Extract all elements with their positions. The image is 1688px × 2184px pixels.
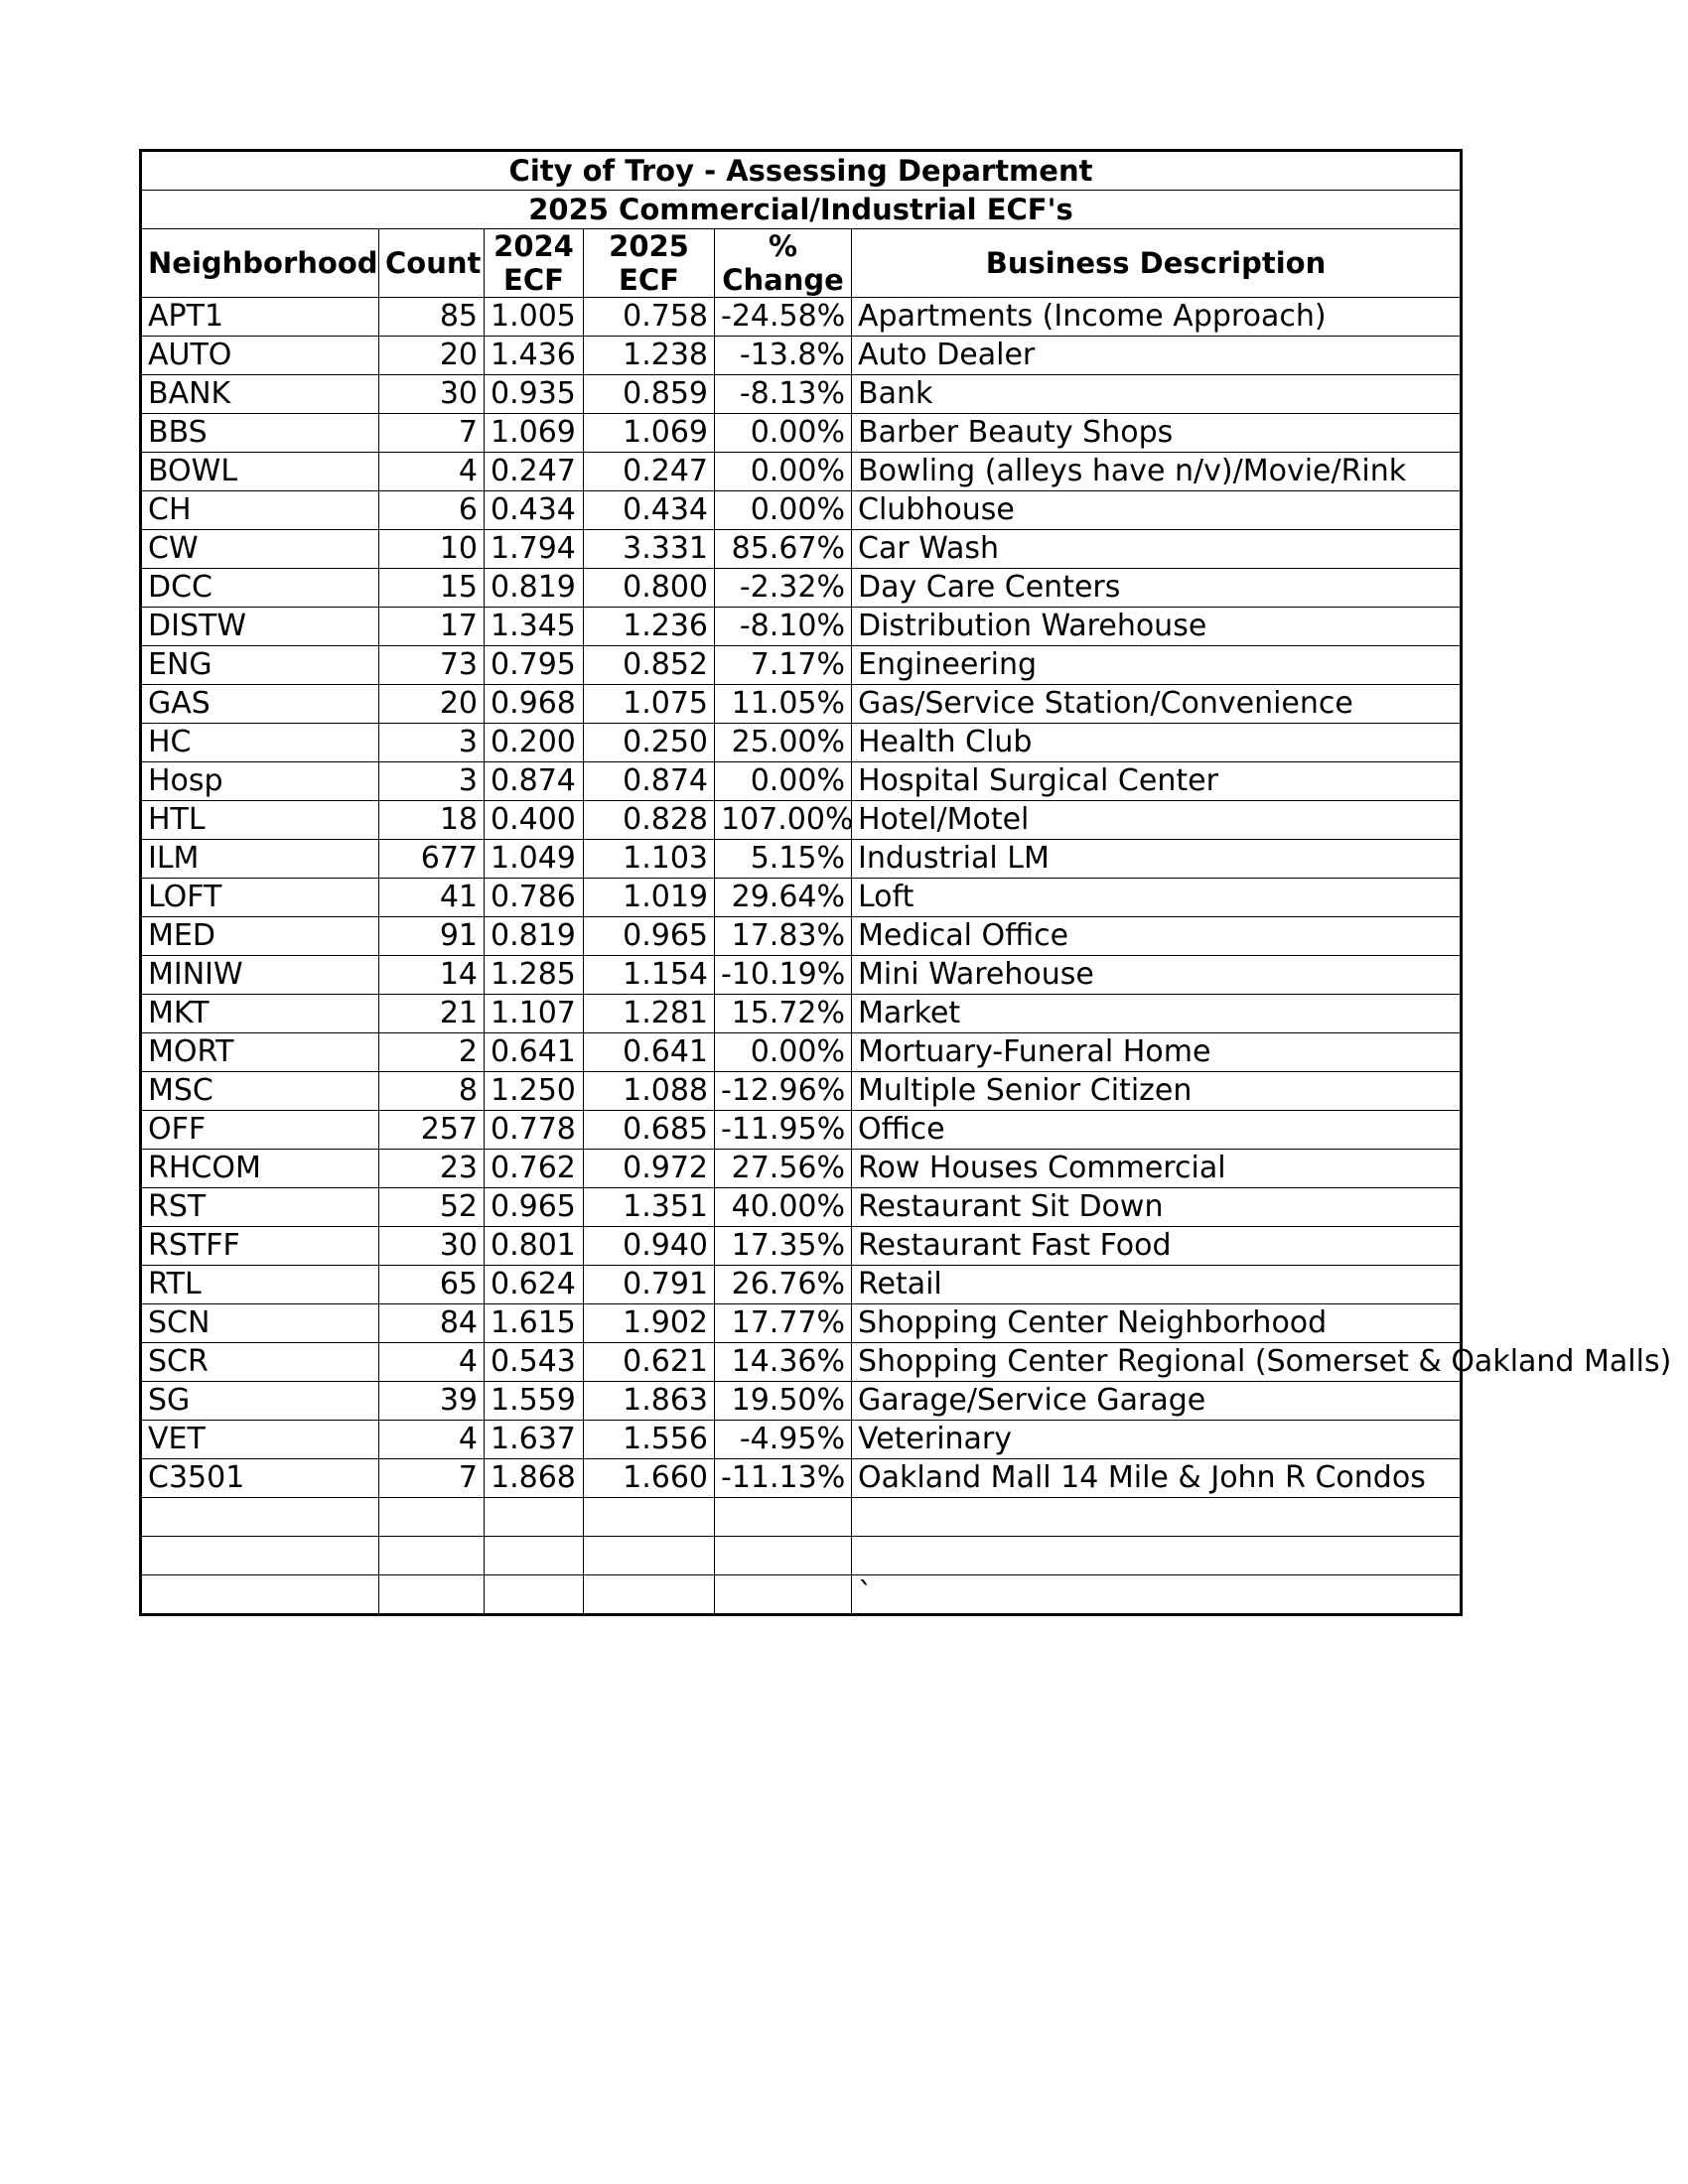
- ecf-2025-cell: 0.965: [584, 917, 715, 956]
- header-neighborhood: Neighborhood: [141, 229, 379, 298]
- ecf-2025-cell: 1.556: [584, 1421, 715, 1459]
- percent-change-cell: 0.00%: [715, 1033, 852, 1072]
- count-cell: 85: [379, 298, 485, 337]
- count-cell: 20: [379, 337, 485, 375]
- count-cell: 41: [379, 879, 485, 917]
- ecf-2024-cell: 1.049: [485, 840, 584, 879]
- header-ecf-2024: [485, 229, 584, 298]
- neighborhood-cell: CW: [141, 530, 379, 569]
- table-row: [141, 1575, 1462, 1615]
- table-row: [141, 1188, 1462, 1227]
- percent-change-cell: 15.72%: [715, 995, 852, 1033]
- ecf-2024-cell: [485, 1575, 584, 1615]
- percent-change-cell: -4.95%: [715, 1421, 852, 1459]
- ecf-2025-cell: 1.660: [584, 1459, 715, 1498]
- header-count: Count: [379, 229, 485, 298]
- business-description-cell: [852, 1498, 1462, 1537]
- ecf-2024-cell: 0.778: [485, 1111, 584, 1150]
- neighborhood-cell: LOFT: [141, 879, 379, 917]
- table-row: [141, 608, 1462, 646]
- business-description-cell: Health Club: [852, 724, 1462, 762]
- business-description-cell: Multiple Senior Citizen: [852, 1072, 1462, 1111]
- neighborhood-cell: Hosp: [141, 762, 379, 801]
- business-description-cell: Market: [852, 995, 1462, 1033]
- ecf-2024-cell: 1.005: [485, 298, 584, 337]
- neighborhood-cell: ILM: [141, 840, 379, 879]
- ecf-2024-cell: [485, 1537, 584, 1575]
- table-row: [141, 724, 1462, 762]
- ecf-2025-cell: 1.088: [584, 1072, 715, 1111]
- business-description-cell: Medical Office: [852, 917, 1462, 956]
- table-row: [141, 762, 1462, 801]
- neighborhood-cell: RSTFF: [141, 1227, 379, 1266]
- ecf-2025-cell: 1.019: [584, 879, 715, 917]
- percent-change-cell: [715, 1575, 852, 1615]
- ecf-2024-cell: 1.794: [485, 530, 584, 569]
- percent-change-cell: -2.32%: [715, 569, 852, 608]
- business-description-cell: Bank: [852, 375, 1462, 414]
- count-cell: 73: [379, 646, 485, 685]
- header-ecf-2025-year: 2025: [609, 229, 689, 263]
- header-ecf-2025-label: ECF: [619, 263, 679, 297]
- ecf-2024-cell: 0.968: [485, 685, 584, 724]
- ecf-2025-cell: 1.075: [584, 685, 715, 724]
- business-description-cell: Clubhouse: [852, 491, 1462, 530]
- header-ecf-2024-label: ECF: [503, 263, 564, 297]
- percent-change-cell: -10.19%: [715, 956, 852, 995]
- business-description-cell: Car Wash: [852, 530, 1462, 569]
- header-ecf-2024-year: 2024: [493, 229, 574, 263]
- business-description-cell: Mortuary-Funeral Home: [852, 1033, 1462, 1072]
- ecf-2024-cell: 0.801: [485, 1227, 584, 1266]
- table-row: [141, 1382, 1462, 1421]
- percent-change-cell: 14.36%: [715, 1343, 852, 1382]
- business-description-cell: Apartments (Income Approach): [852, 298, 1462, 337]
- ecf-2024-cell: 1.107: [485, 995, 584, 1033]
- ecf-2024-cell: 0.400: [485, 801, 584, 840]
- table-row: [141, 1227, 1462, 1266]
- count-cell: [379, 1537, 485, 1575]
- percent-change-cell: 40.00%: [715, 1188, 852, 1227]
- percent-change-cell: 0.00%: [715, 762, 852, 801]
- count-cell: 65: [379, 1266, 485, 1304]
- ecf-2024-cell: 0.935: [485, 375, 584, 414]
- table-row: [141, 956, 1462, 995]
- percent-change-cell: 17.77%: [715, 1304, 852, 1343]
- ecf-table: [139, 149, 1672, 1616]
- ecf-2024-cell: 0.247: [485, 453, 584, 491]
- neighborhood-cell: RTL: [141, 1266, 379, 1304]
- count-cell: 18: [379, 801, 485, 840]
- neighborhood-cell: MED: [141, 917, 379, 956]
- ecf-2025-cell: 0.641: [584, 1033, 715, 1072]
- percent-change-cell: 0.00%: [715, 491, 852, 530]
- ecf-2024-cell: 0.786: [485, 879, 584, 917]
- neighborhood-cell: BOWL: [141, 453, 379, 491]
- header-row: [141, 229, 1462, 298]
- ecf-2025-cell: 0.940: [584, 1227, 715, 1266]
- ecf-2024-cell: 0.795: [485, 646, 584, 685]
- count-cell: 21: [379, 995, 485, 1033]
- table-row: [141, 685, 1462, 724]
- business-description-cell: [852, 1537, 1462, 1575]
- count-cell: 39: [379, 1382, 485, 1421]
- percent-change-cell: 29.64%: [715, 879, 852, 917]
- neighborhood-cell: VET: [141, 1421, 379, 1459]
- ecf-2025-cell: 0.874: [584, 762, 715, 801]
- business-description-cell: Hotel/Motel: [852, 801, 1462, 840]
- ecf-2024-cell: 0.624: [485, 1266, 584, 1304]
- ecf-2025-cell: 1.236: [584, 608, 715, 646]
- ecf-2024-cell: 0.819: [485, 569, 584, 608]
- table-row: [141, 917, 1462, 956]
- ecf-2025-cell: 1.863: [584, 1382, 715, 1421]
- neighborhood-cell: MINIW: [141, 956, 379, 995]
- ecf-2025-cell: 1.103: [584, 840, 715, 879]
- business-description-cell: Retail: [852, 1266, 1462, 1304]
- table-row: [141, 1537, 1462, 1575]
- percent-change-cell: 5.15%: [715, 840, 852, 879]
- business-description-cell: Day Care Centers: [852, 569, 1462, 608]
- ecf-2025-cell: 3.331: [584, 530, 715, 569]
- business-description-cell: Restaurant Fast Food: [852, 1227, 1462, 1266]
- count-cell: [379, 1498, 485, 1537]
- header-ecf-2025: [584, 229, 715, 298]
- ecf-2024-cell: 0.762: [485, 1150, 584, 1188]
- ecf-2025-cell: 0.247: [584, 453, 715, 491]
- business-description-cell: Shopping Center Regional (Somerset & Oakland Malls): [852, 1343, 1462, 1382]
- neighborhood-cell: SCR: [141, 1343, 379, 1382]
- percent-change-cell: -8.10%: [715, 608, 852, 646]
- ecf-2025-cell: 0.852: [584, 646, 715, 685]
- count-cell: 7: [379, 1459, 485, 1498]
- ecf-2024-cell: 0.641: [485, 1033, 584, 1072]
- table-row: [141, 1266, 1462, 1304]
- business-description-cell: Bowling (alleys have n/v)/Movie/Rink: [852, 453, 1462, 491]
- percent-change-cell: -11.95%: [715, 1111, 852, 1150]
- neighborhood-cell: SCN: [141, 1304, 379, 1343]
- business-description-cell: Restaurant Sit Down: [852, 1188, 1462, 1227]
- percent-change-cell: 17.83%: [715, 917, 852, 956]
- count-cell: 10: [379, 530, 485, 569]
- table-row: [141, 1498, 1462, 1537]
- neighborhood-cell: [141, 1537, 379, 1575]
- ecf-2024-cell: 1.868: [485, 1459, 584, 1498]
- count-cell: 257: [379, 1111, 485, 1150]
- ecf-2024-cell: 0.819: [485, 917, 584, 956]
- neighborhood-cell: APT1: [141, 298, 379, 337]
- neighborhood-cell: [141, 1498, 379, 1537]
- neighborhood-cell: MORT: [141, 1033, 379, 1072]
- ecf-2025-cell: 1.902: [584, 1304, 715, 1343]
- percent-change-cell: 11.05%: [715, 685, 852, 724]
- table-row: [141, 530, 1462, 569]
- count-cell: 23: [379, 1150, 485, 1188]
- ecf-2025-cell: 1.069: [584, 414, 715, 453]
- count-cell: 17: [379, 608, 485, 646]
- ecf-2024-cell: [485, 1498, 584, 1537]
- ecf-2025-cell: 0.758: [584, 298, 715, 337]
- ecf-2025-cell: 0.859: [584, 375, 715, 414]
- percent-change-cell: 19.50%: [715, 1382, 852, 1421]
- count-cell: 3: [379, 762, 485, 801]
- business-description-cell: Shopping Center Neighborhood: [852, 1304, 1462, 1343]
- neighborhood-cell: [141, 1575, 379, 1615]
- neighborhood-cell: CH: [141, 491, 379, 530]
- percent-change-cell: 0.00%: [715, 414, 852, 453]
- percent-change-cell: 26.76%: [715, 1266, 852, 1304]
- neighborhood-cell: GAS: [141, 685, 379, 724]
- ecf-2024-cell: 1.069: [485, 414, 584, 453]
- ecf-2025-cell: [584, 1575, 715, 1615]
- ecf-2024-cell: 1.436: [485, 337, 584, 375]
- count-cell: 4: [379, 453, 485, 491]
- ecf-2025-cell: 0.828: [584, 801, 715, 840]
- ecf-2025-cell: 1.154: [584, 956, 715, 995]
- percent-change-cell: [715, 1537, 852, 1575]
- percent-change-cell: 25.00%: [715, 724, 852, 762]
- business-description-cell: Oakland Mall 14 Mile & John R Condos: [852, 1459, 1462, 1498]
- table-row: [141, 1033, 1462, 1072]
- percent-change-cell: 7.17%: [715, 646, 852, 685]
- ecf-2025-cell: 1.351: [584, 1188, 715, 1227]
- business-description-cell: Barber Beauty Shops: [852, 414, 1462, 453]
- count-cell: 4: [379, 1421, 485, 1459]
- count-cell: 52: [379, 1188, 485, 1227]
- table-row: [141, 337, 1462, 375]
- ecf-2025-cell: [584, 1537, 715, 1575]
- ecf-2025-cell: 0.434: [584, 491, 715, 530]
- ecf-2024-cell: 0.965: [485, 1188, 584, 1227]
- neighborhood-cell: MKT: [141, 995, 379, 1033]
- count-cell: 91: [379, 917, 485, 956]
- ecf-2024-cell: 1.250: [485, 1072, 584, 1111]
- percent-change-cell: -24.58%: [715, 298, 852, 337]
- count-cell: 7: [379, 414, 485, 453]
- neighborhood-cell: HC: [141, 724, 379, 762]
- neighborhood-cell: MSC: [141, 1072, 379, 1111]
- ecf-2024-cell: 0.874: [485, 762, 584, 801]
- header-percent-change: [715, 229, 852, 298]
- neighborhood-cell: BANK: [141, 375, 379, 414]
- table-subtitle: 2025 Commercial/Industrial ECF's: [141, 191, 1462, 229]
- neighborhood-cell: AUTO: [141, 337, 379, 375]
- percent-change-cell: 85.67%: [715, 530, 852, 569]
- ecf-2025-cell: 0.800: [584, 569, 715, 608]
- percent-change-cell: -12.96%: [715, 1072, 852, 1111]
- business-description-cell: Mini Warehouse: [852, 956, 1462, 995]
- table-row: [141, 375, 1462, 414]
- percent-change-cell: 27.56%: [715, 1150, 852, 1188]
- count-cell: 84: [379, 1304, 485, 1343]
- ecf-2024-cell: 1.615: [485, 1304, 584, 1343]
- business-description-cell: Hospital Surgical Center: [852, 762, 1462, 801]
- count-cell: 3: [379, 724, 485, 762]
- count-cell: 30: [379, 1227, 485, 1266]
- ecf-2024-cell: 1.285: [485, 956, 584, 995]
- ecf-2025-cell: 0.972: [584, 1150, 715, 1188]
- business-description-cell: Office: [852, 1111, 1462, 1150]
- neighborhood-cell: RHCOM: [141, 1150, 379, 1188]
- count-cell: 15: [379, 569, 485, 608]
- neighborhood-cell: OFF: [141, 1111, 379, 1150]
- business-description-cell: Distribution Warehouse: [852, 608, 1462, 646]
- ecf-2025-cell: [584, 1498, 715, 1537]
- table-row: [141, 1459, 1462, 1498]
- table-row: [141, 879, 1462, 917]
- table-row: [141, 646, 1462, 685]
- business-description-cell: Auto Dealer: [852, 337, 1462, 375]
- business-description-cell: `: [852, 1575, 1462, 1615]
- neighborhood-cell: BBS: [141, 414, 379, 453]
- business-description-cell: Loft: [852, 879, 1462, 917]
- neighborhood-cell: C3501: [141, 1459, 379, 1498]
- ecf-2025-cell: 0.791: [584, 1266, 715, 1304]
- table-row: [141, 1150, 1462, 1188]
- count-cell: [379, 1575, 485, 1615]
- header-change-label: Change: [722, 263, 844, 297]
- ecf-2024-cell: 0.200: [485, 724, 584, 762]
- business-description-cell: Row Houses Commercial: [852, 1150, 1462, 1188]
- count-cell: 677: [379, 840, 485, 879]
- neighborhood-cell: HTL: [141, 801, 379, 840]
- ecf-2025-cell: 0.250: [584, 724, 715, 762]
- table-row: [141, 1421, 1462, 1459]
- percent-change-cell: 17.35%: [715, 1227, 852, 1266]
- table-row: [141, 801, 1462, 840]
- business-description-cell: Engineering: [852, 646, 1462, 685]
- percent-change-cell: [715, 1498, 852, 1537]
- table-row: [141, 491, 1462, 530]
- neighborhood-cell: RST: [141, 1188, 379, 1227]
- table-row: [141, 840, 1462, 879]
- table-row: [141, 1304, 1462, 1343]
- percent-change-cell: 107.00%: [715, 801, 852, 840]
- header-percent-symbol: %: [768, 229, 798, 263]
- ecf-2025-cell: 0.621: [584, 1343, 715, 1382]
- percent-change-cell: -8.13%: [715, 375, 852, 414]
- table-row: [141, 414, 1462, 453]
- percent-change-cell: -13.8%: [715, 337, 852, 375]
- ecf-2024-cell: 0.434: [485, 491, 584, 530]
- count-cell: 2: [379, 1033, 485, 1072]
- ecf-2025-cell: 1.238: [584, 337, 715, 375]
- ecf-2025-cell: 0.685: [584, 1111, 715, 1150]
- count-cell: 20: [379, 685, 485, 724]
- count-cell: 14: [379, 956, 485, 995]
- count-cell: 8: [379, 1072, 485, 1111]
- neighborhood-cell: DCC: [141, 569, 379, 608]
- percent-change-cell: -11.13%: [715, 1459, 852, 1498]
- table-title: City of Troy - Assessing Department: [141, 151, 1462, 191]
- table-row: [141, 453, 1462, 491]
- neighborhood-cell: ENG: [141, 646, 379, 685]
- ecf-2025-cell: 1.281: [584, 995, 715, 1033]
- neighborhood-cell: SG: [141, 1382, 379, 1421]
- table-row: [141, 1111, 1462, 1150]
- ecf-2024-cell: 0.543: [485, 1343, 584, 1382]
- count-cell: 6: [379, 491, 485, 530]
- percent-change-cell: 0.00%: [715, 453, 852, 491]
- ecf-2024-cell: 1.637: [485, 1421, 584, 1459]
- table-row: [141, 995, 1462, 1033]
- business-description-cell: Veterinary: [852, 1421, 1462, 1459]
- table-body: [141, 298, 1672, 1615]
- count-cell: 4: [379, 1343, 485, 1382]
- ecf-2024-cell: 1.345: [485, 608, 584, 646]
- count-cell: 30: [379, 375, 485, 414]
- business-description-cell: Gas/Service Station/Convenience: [852, 685, 1462, 724]
- table-row: [141, 298, 1462, 337]
- table-row: [141, 1072, 1462, 1111]
- table-row: [141, 1343, 1462, 1382]
- header-business-description: Business Description: [852, 229, 1462, 298]
- table-row: [141, 569, 1462, 608]
- business-description-cell: Industrial LM: [852, 840, 1462, 879]
- neighborhood-cell: DISTW: [141, 608, 379, 646]
- business-description-cell: Garage/Service Garage: [852, 1382, 1462, 1421]
- ecf-2024-cell: 1.559: [485, 1382, 584, 1421]
